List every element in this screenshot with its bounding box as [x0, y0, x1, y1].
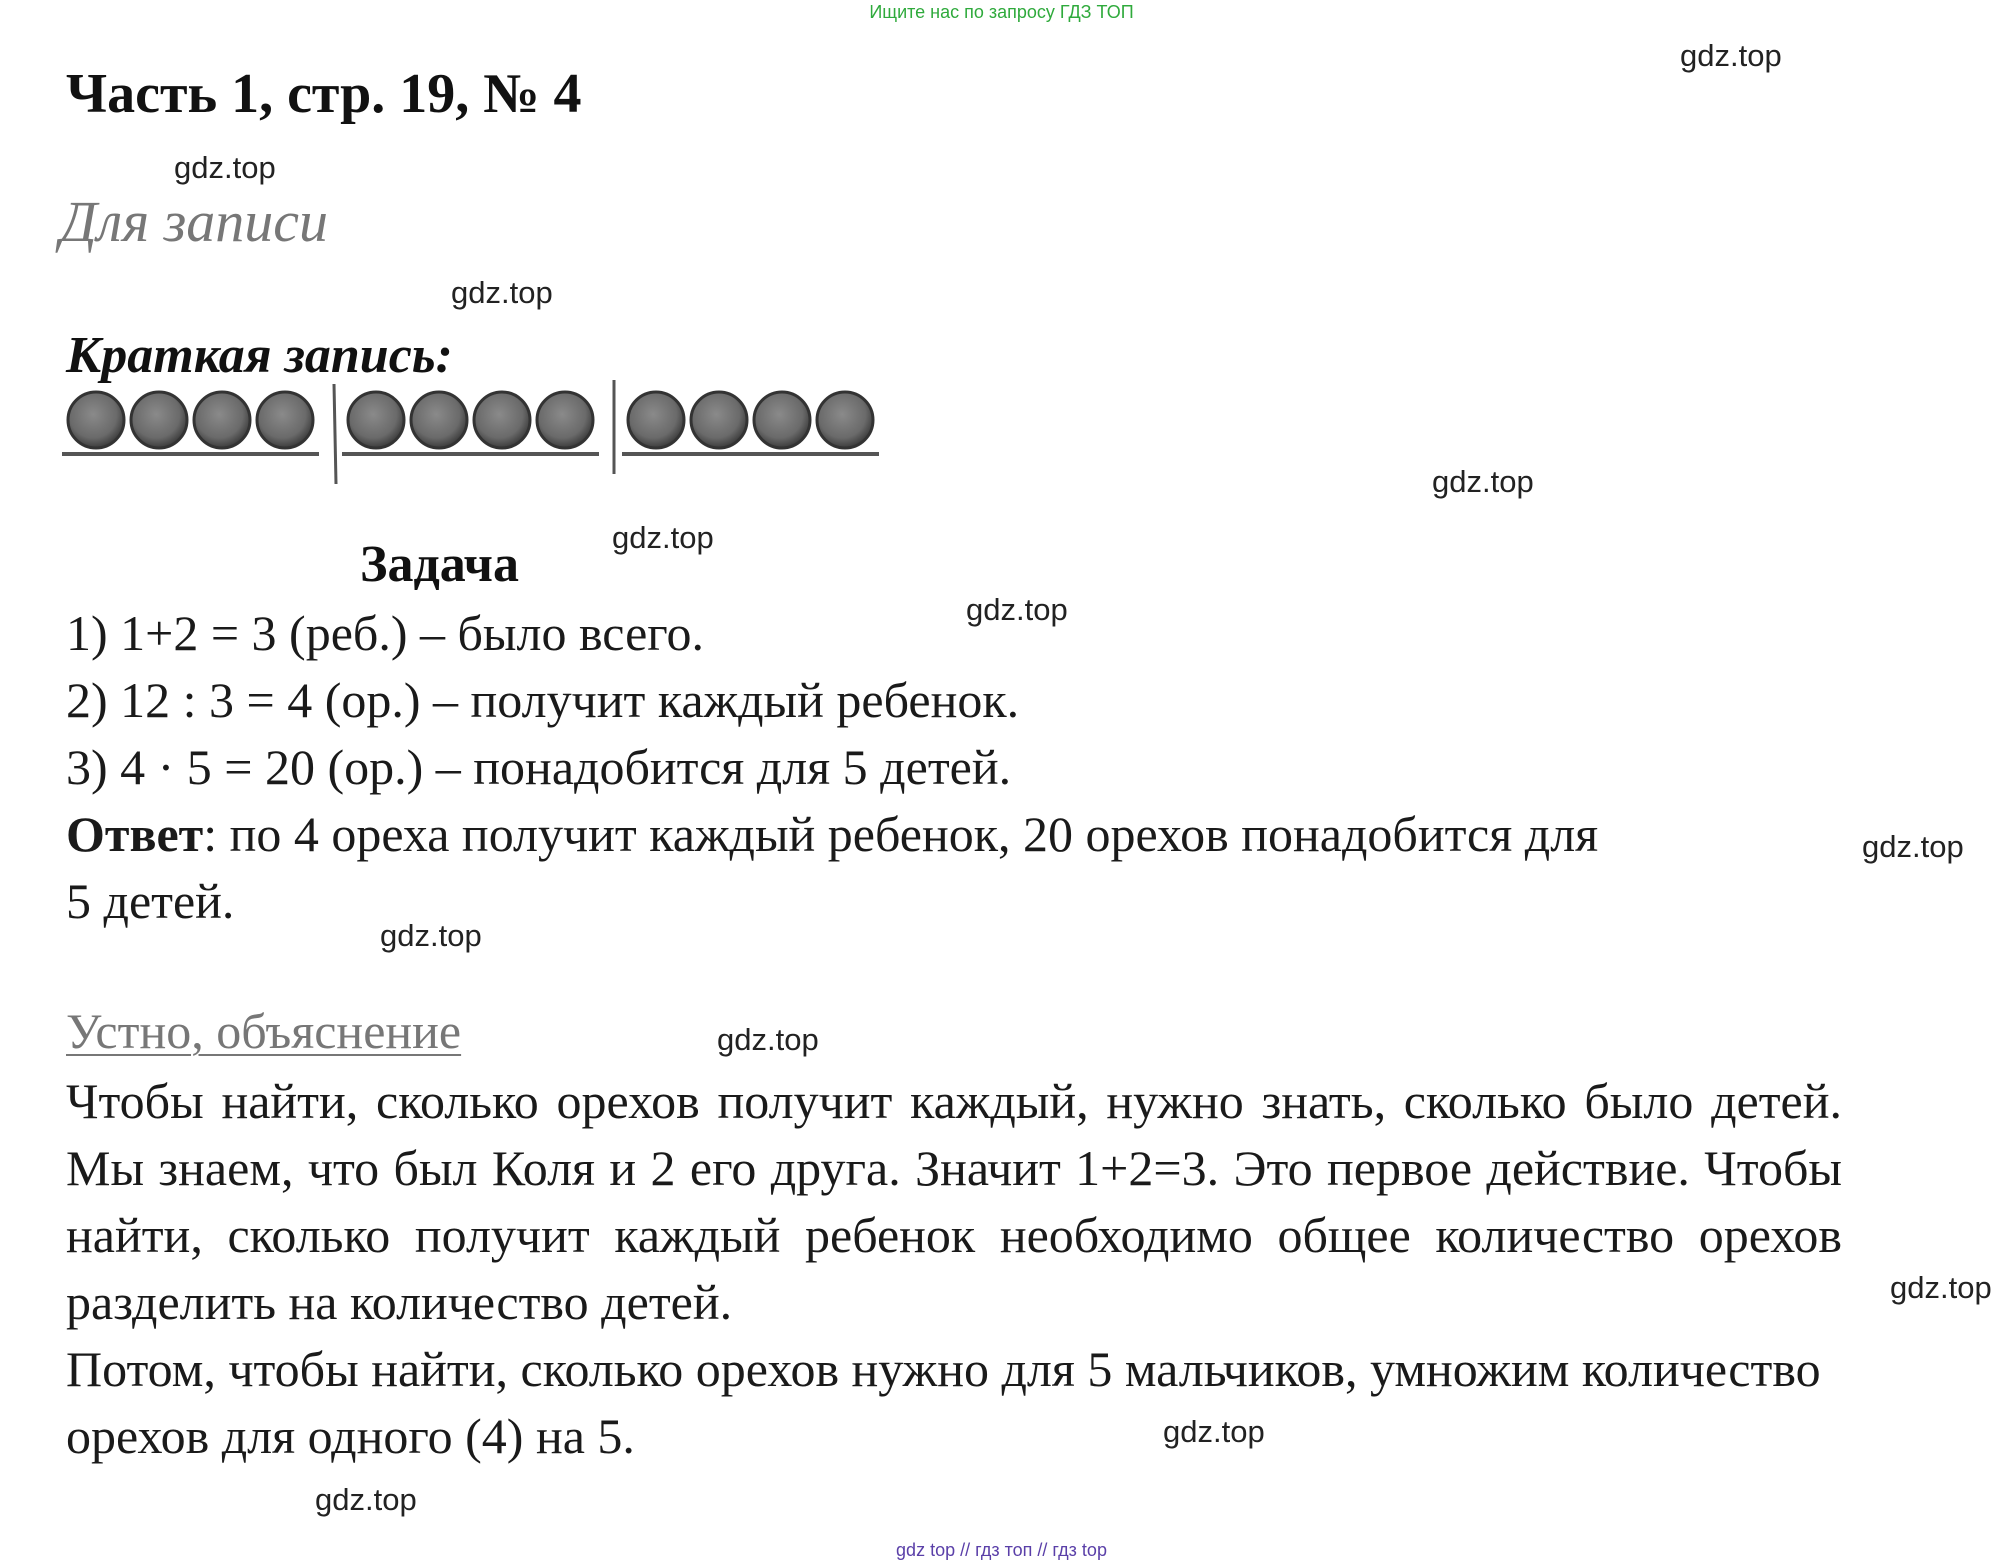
watermark: gdz.top — [612, 520, 714, 555]
explanation-text — [66, 1068, 1842, 1470]
watermark: gdz.top — [451, 275, 553, 310]
top-search-note: Ищите нас по запросу ГДЗ ТОП — [869, 2, 1134, 22]
answer-label: Ответ — [66, 806, 204, 862]
solution-line-1: 1) 1+2 = 3 (реб.) – было всего. — [66, 605, 705, 661]
nut-circle — [68, 392, 124, 448]
group-separator — [334, 384, 336, 484]
nut-circle — [474, 392, 530, 448]
nut-circle — [257, 392, 313, 448]
watermark: gdz.top — [174, 150, 276, 185]
solution-line-2: 2) 12 : 3 = 4 (ор.) – получит каждый ребенок. — [66, 672, 1020, 728]
watermark: gdz.top — [380, 918, 482, 953]
watermark: gdz.top — [1432, 464, 1534, 499]
watermark: gdz.top — [1680, 38, 1782, 73]
answer-text: : по 4 ореха получит каждый ребенок, 20 орехов понадобится для — [203, 806, 1599, 862]
answer-line — [66, 805, 1598, 863]
footer-watermark: gdz top // гдз топ // гдз top — [896, 1540, 1107, 1560]
explanation-paragraph-2: Потом, чтобы найти, сколько орехов нужно для 5 мальчиков, умножим количество орехов для одного (4) на 5. — [66, 1341, 1821, 1464]
watermark: gdz.top — [315, 1482, 417, 1517]
solution-line-3: 3) 4 · 5 = 20 (ор.) – понадобится для 5 детей. — [66, 739, 1012, 795]
nut-circle — [131, 392, 187, 448]
watermark: gdz.top — [966, 592, 1068, 627]
explanation-paragraph-1: Чтобы найти, сколько орехов получит каждый, нужно знать, сколько было детей. Мы знаем, что был Коля и 2 его друга. Значит 1+2=3. Это первое действие. Чтобы найти, сколько получит каждый ребенок необходимо общее количество орехов разделить на количество детей. — [66, 1073, 1842, 1330]
nut-circle — [817, 392, 873, 448]
nut-circle — [754, 392, 810, 448]
nut-circle — [537, 392, 593, 448]
watermark: gdz.top — [1163, 1414, 1265, 1449]
task-title: Задача — [360, 536, 519, 593]
watermark: gdz.top — [1862, 829, 1964, 864]
nut-circle — [628, 392, 684, 448]
nut-circle — [348, 392, 404, 448]
oral-explanation-title: Устно, объяснение — [66, 1003, 462, 1059]
nut-circle — [691, 392, 747, 448]
watermark: gdz.top — [717, 1022, 819, 1057]
answer-line-2: 5 детей. — [66, 873, 235, 929]
short-record-title: Краткая запись: — [66, 327, 453, 384]
section-subheading: Для записи — [60, 189, 329, 254]
nut-circle — [411, 392, 467, 448]
page-heading: Часть 1, стр. 19, № 4 — [66, 63, 582, 125]
short-record-scheme — [60, 380, 900, 490]
nut-circle — [194, 392, 250, 448]
watermark: gdz.top — [1890, 1270, 1992, 1305]
